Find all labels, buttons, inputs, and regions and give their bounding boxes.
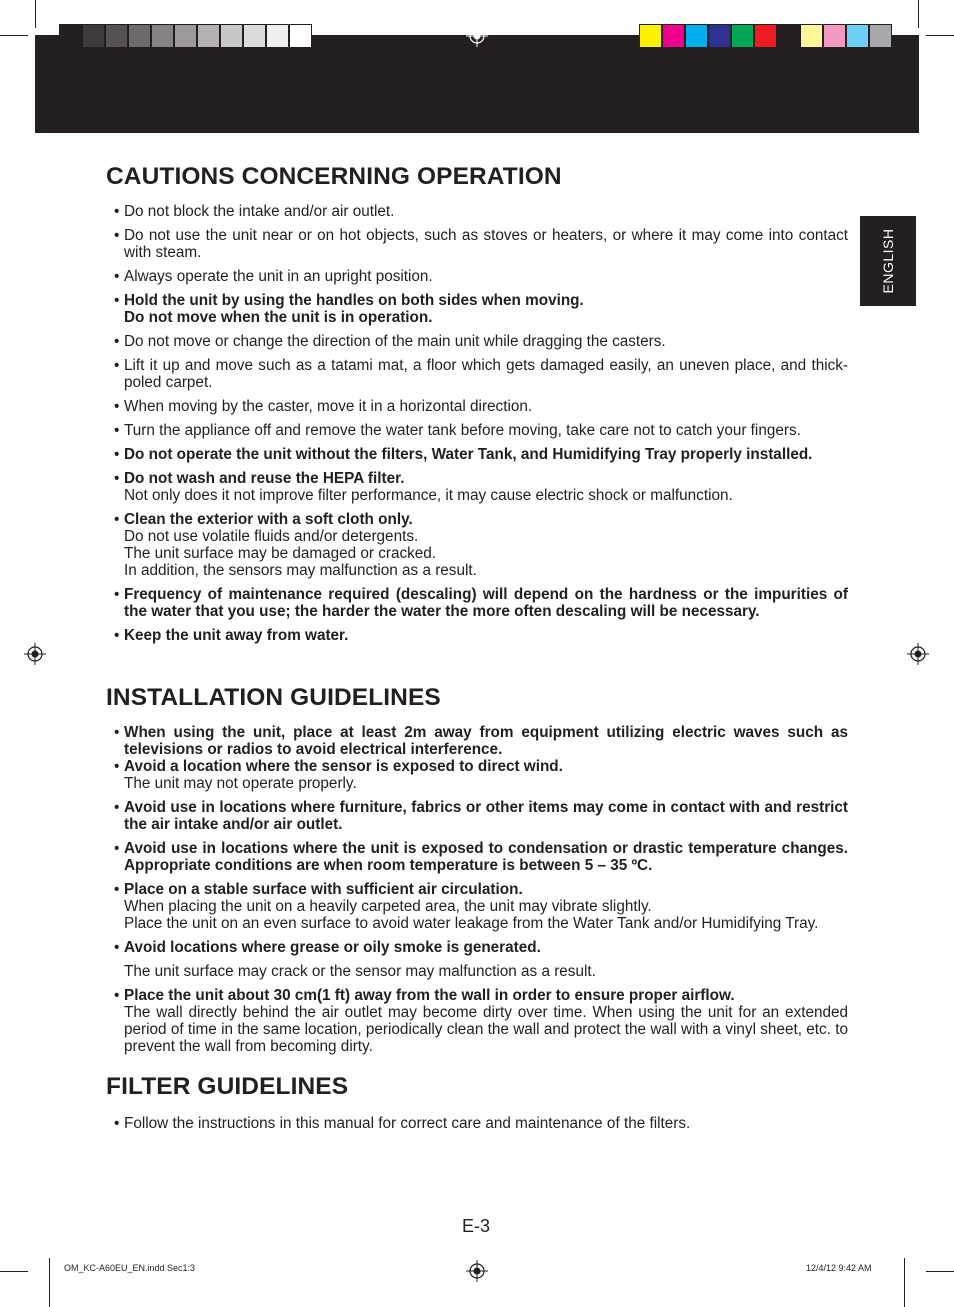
list-item: • Do not use the unit near or on hot objects, such as stoves or heaters, or where it may come into contact with steam. (106, 227, 848, 261)
cautions-list (106, 203, 848, 644)
color-swatch (708, 24, 731, 48)
color-swatch (266, 24, 289, 48)
list-item: • Hold the unit by using the handles on both sides when moving. Do not move when the unit is in operation. (106, 292, 848, 326)
section-title: INSTALLATION GUIDELINES (106, 684, 441, 711)
list-item: • Turn the appliance off and remove the water tank before moving, take care not to catch your fingers. (106, 422, 848, 439)
color-swatch (777, 24, 800, 48)
cautions-section (106, 163, 848, 644)
registration-mark-icon (24, 643, 46, 665)
list-item: • Lift it up and move such as a tatami mat, a floor which gets damaged easily, an uneven place, and thick-poled carpet. (106, 357, 848, 391)
registration-mark-icon (907, 643, 929, 665)
list-item: • Avoid locations where grease or oily smoke is generated. The unit surface may crack or the sensor may malfunction as a result. (106, 939, 848, 980)
color-swatch (754, 24, 777, 48)
section-title: FILTER GUIDELINES (106, 1073, 349, 1100)
color-swatch (174, 24, 197, 48)
crop-mark (918, 0, 919, 28)
header-band (35, 35, 919, 133)
list-item: • Do not operate the unit without the filters, Water Tank, and Humidifying Tray properly installed. (106, 446, 848, 463)
color-swatch (128, 24, 151, 48)
list-item: • Do not move or change the direction of the main unit while dragging the casters. (106, 333, 848, 350)
list-item: • Do not block the intake and/or air outlet. (106, 203, 848, 220)
gray-color-bar (59, 24, 312, 48)
installation-section (106, 684, 848, 1055)
color-swatch (59, 24, 82, 48)
crop-mark (49, 1258, 50, 1307)
date-slug: 12/4/12 9:42 AM (806, 1263, 872, 1273)
color-swatch (685, 24, 708, 48)
list-item: • Avoid a location where the sensor is exposed to direct wind. The unit may not operate properly. (106, 758, 848, 792)
color-swatch (243, 24, 266, 48)
list-item: • Place on a stable surface with sufficient air circulation. When placing the unit on a heavily carpeted area, the unit may vibrate slightly. Place the unit on an even surface to avoid water leakage from the Water Tank and/or Humidifying Tray. (106, 881, 848, 932)
color-swatch (662, 24, 685, 48)
color-swatch (731, 24, 754, 48)
color-swatch (846, 24, 869, 48)
list-item: • Always operate the unit in an upright position. (106, 268, 848, 285)
language-tab (860, 216, 916, 306)
page-content (106, 163, 848, 1139)
section-title: CAUTIONS CONCERNING OPERATION (106, 163, 562, 190)
color-swatch (105, 24, 128, 48)
page-number: E-3 (462, 1216, 491, 1236)
installation-list (106, 724, 848, 1055)
color-swatch (823, 24, 846, 48)
color-swatch (151, 24, 174, 48)
crop-mark (926, 35, 954, 36)
process-color-bar (639, 24, 892, 48)
color-swatch (82, 24, 105, 48)
list-item: • Avoid use in locations where the unit is exposed to condensation or drastic temperature changes. Appropriate conditions are when room temperature is between 5 – 35 ºC. (106, 840, 848, 874)
registration-mark-icon (466, 1260, 488, 1282)
list-item: • Avoid use in locations where furniture, fabrics or other items may come in contact with and restrict the air intake and/or air outlet. (106, 799, 848, 833)
crop-mark (0, 1271, 28, 1272)
color-swatch (800, 24, 823, 48)
filter-list (106, 1115, 848, 1132)
list-item: • Keep the unit away from water. (106, 627, 848, 644)
filter-section (106, 1073, 848, 1132)
crop-mark (904, 1258, 905, 1307)
registration-mark-icon (466, 25, 488, 47)
list-item: • Follow the instructions in this manual for correct care and maintenance of the filters. (106, 1115, 848, 1132)
color-swatch (289, 24, 312, 48)
color-swatch (869, 24, 892, 48)
color-swatch (220, 24, 243, 48)
list-item: • When moving by the caster, move it in a horizontal direction. (106, 398, 848, 415)
list-item: • Do not wash and reuse the HEPA filter. Not only does it not improve filter performance, it may cause electric shock or malfunction. (106, 470, 848, 504)
file-slug: OM_KC-A60EU_EN.indd Sec1:3 (64, 1263, 196, 1273)
crop-mark (35, 0, 36, 28)
color-swatch (639, 24, 662, 48)
crop-mark (0, 35, 28, 36)
list-item: • Frequency of maintenance required (descaling) will depend on the hardness or the impurities of the water that you use; the harder the water the more often descaling will be necessary. (106, 586, 848, 620)
color-swatch (197, 24, 220, 48)
crop-mark (926, 1271, 954, 1272)
list-item: • Place the unit about 30 cm(1 ft) away from the wall in order to ensure proper airflow. The wall directly behind the air outlet may become dirty over time. When using the unit for an extended period of time in the same location, periodically clean the wall and protect the wall with a vinyl sheet, etc. to prevent the wall from becoming dirty. (106, 987, 848, 1055)
list-item: • Clean the exterior with a soft cloth only. Do not use volatile fluids and/or detergents. The unit surface may be damaged or cracked. In addition, the sensors may malfunction as a result. (106, 511, 848, 579)
language-tab-label: ENGLISH (880, 228, 896, 294)
list-item: • When using the unit, place at least 2m away from equipment utilizing electric waves such as televisions or radios to avoid electrical interference. (106, 724, 848, 758)
